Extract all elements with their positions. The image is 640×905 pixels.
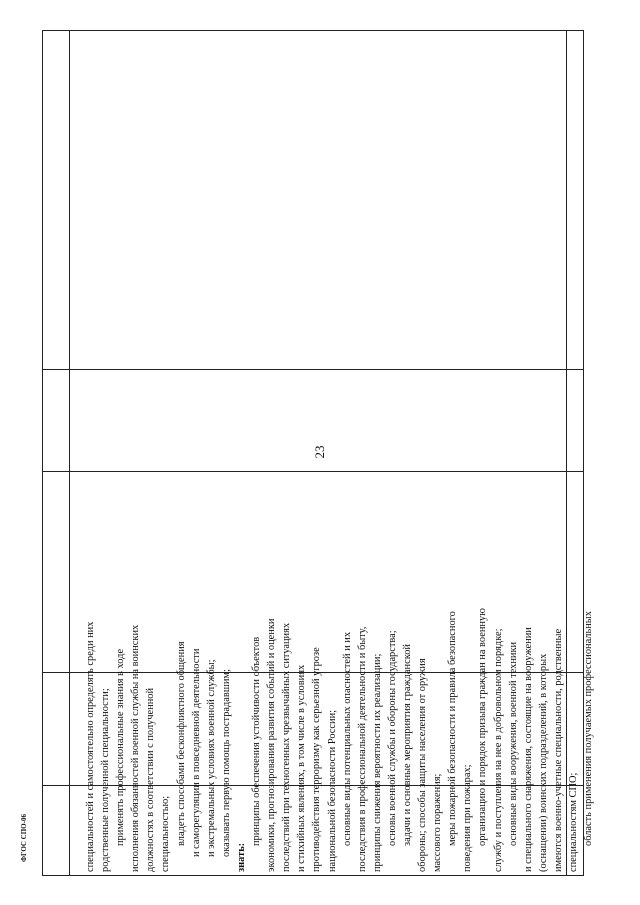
text-line: службу и поступления на нее в добровольном порядке; bbox=[492, 628, 504, 872]
table-row-divider bbox=[43, 369, 583, 370]
text-line: родственные полученной специальности; bbox=[100, 688, 112, 872]
text-line: принципы снижения вероятности их реализации; bbox=[371, 653, 383, 872]
text-line: (оснащении) воинских подразделений, в которых bbox=[537, 653, 549, 872]
text-line: обороны; способы защиты населения от оружия bbox=[417, 658, 429, 872]
text-line: специальностям СПО; bbox=[568, 772, 579, 872]
text-line: и экстремальных условиях военной службы; bbox=[205, 659, 217, 857]
text-line: массового поражения; bbox=[432, 773, 444, 872]
text-line: экономики, прогнозирования развития событий и оценки bbox=[266, 618, 278, 872]
page-number: 23 bbox=[312, 445, 327, 459]
text-line: задачи и основные мероприятия гражданской bbox=[401, 644, 413, 846]
text-line: основные виды вооружения, военной техники bbox=[507, 641, 519, 846]
table-column-divider bbox=[69, 31, 70, 875]
text-line: организацию и порядок призыва граждан на военную bbox=[477, 608, 489, 846]
text-line: и специального снаряжения, состоящие на вооружении bbox=[522, 627, 534, 872]
footer-code: ФГОС СПО-06 bbox=[20, 814, 28, 862]
table-cell-content bbox=[83, 467, 595, 872]
text-line: национальной безопасности России; bbox=[326, 709, 338, 872]
text-line: основные виды потенциальных опасностей и их bbox=[341, 631, 353, 846]
text-line: основы военной службы и обороны государства; bbox=[386, 630, 398, 846]
text-line: специальностью; bbox=[160, 795, 172, 872]
text-line: оказывать первую помощь пострадавшим; bbox=[220, 669, 232, 857]
text-line: исполнения обязанностей военной службы на воинских bbox=[130, 624, 142, 872]
text-line: и стихийных явлениях, в том числе в условиях bbox=[296, 664, 308, 872]
text-line: последствий при техногенных чрезвычайных ситуациях bbox=[281, 622, 293, 872]
text-line: меры пожарной безопасности и правила безопасного bbox=[447, 611, 459, 846]
text-line: имеются военно-учетные специальности, родственные bbox=[552, 628, 564, 872]
section-heading: знать: bbox=[235, 842, 247, 872]
text-line: должностях в соответствии с полученной bbox=[145, 687, 157, 872]
text-line: и саморегуляции в повседневной деятельности bbox=[190, 648, 202, 857]
text-line: принципы обеспечения устойчивости объектов bbox=[251, 636, 263, 846]
text-line: последствия в профессиональной деятельности и быту, bbox=[356, 626, 368, 872]
text-line: противодействия терроризму как серьезной угрозе bbox=[311, 647, 323, 872]
text-line: применять профессиональные знания в ходе bbox=[115, 648, 127, 846]
text-line: владеть способами бесконфликтного общения bbox=[175, 641, 187, 846]
text-line: специальностей и самостоятельно определять среди них bbox=[85, 621, 96, 872]
text-line: поведения при пожарах; bbox=[462, 764, 474, 872]
text-line: область применения получаемых профессиональных bbox=[583, 611, 595, 846]
